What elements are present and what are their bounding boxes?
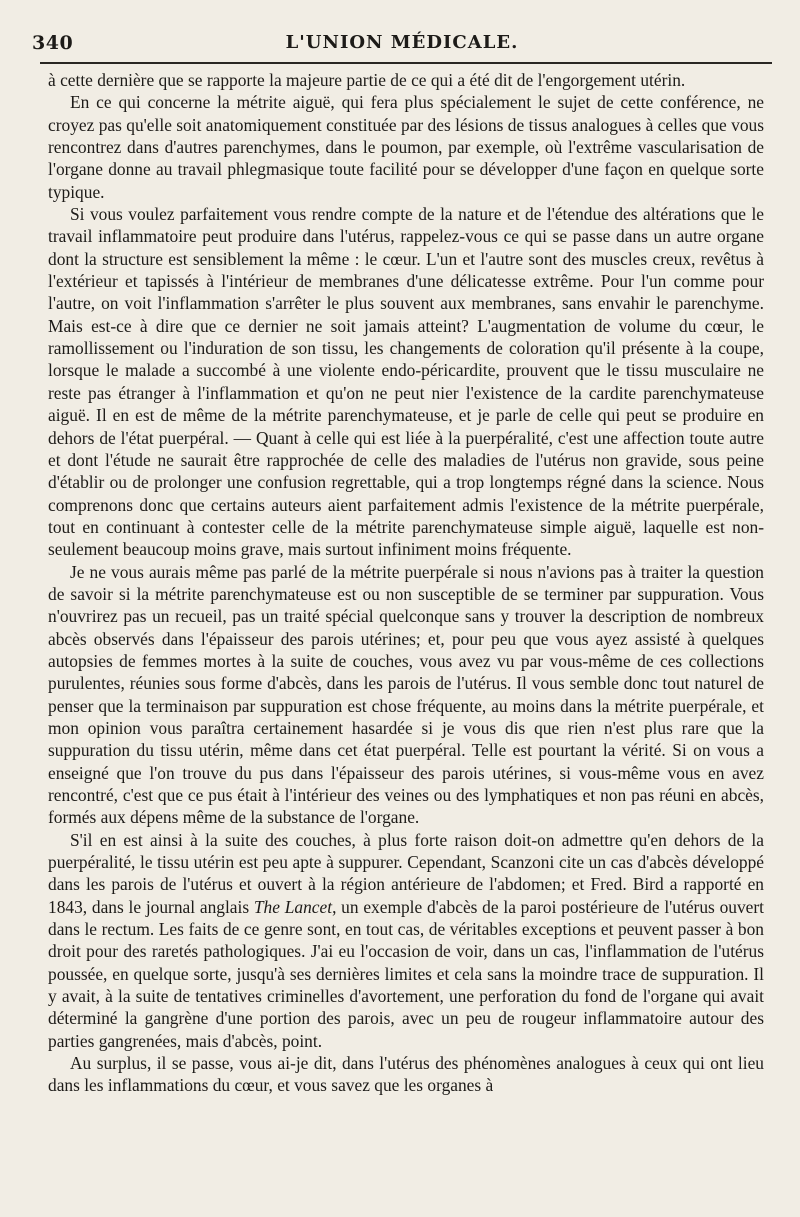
header-rule bbox=[40, 62, 772, 64]
paragraph-text: S'il en est ainsi à la suite des couches, à plus forte raison doit-on admettre qu'en dehors de la puerpéralité, le tissu utérin est peu apte à suppurer. Cependant, Scanzoni cite un cas d'abcès développé dans les parois de l'utérus et ouvert à la région antérieure de l'abdomen; et Fred. Bird a rapporté en 1843, dans le journal anglais bbox=[48, 829, 764, 917]
page-header bbox=[32, 30, 772, 62]
paragraph: Si vous voulez parfaitement vous rendre compte de la nature et de l'étendue des altérations que le travail inflammatoire peut produire dans l'utérus, rappelez-vous ce qui se passe dans un autre organe dont la structure est sensiblement la même : le cœur. L'un et l'autre sont des muscles creux, revêtus à l'extérieur et tapissés à l'intérieur de membranes d'une délicatesse extrême. Pour l'un comme pour l'autre, on voit l'inflammation s'arrêter le plus souvent aux membranes, sans envahir le parenchyme. Mais est-ce à dire que ce dernier ne soit jamais atteint? L'augmentation de volume du cœur, le ramollissement ou l'induration de son tissu, les changements de coloration qu'il présente à la coupe, lorsque le malade a succombé à une violente endo-péricardite, prouvent que le tissu musculaire ne reste pas étranger à l'inflammation et qu'on ne peut nier l'existence de la cardite parenchymateuse aiguë. Il en est de même de la métrite parenchymateuse, et je parle de celle qui peut se produire en dehors de l'état puerpéral. — Quant à celle qui est liée à la puerpéralité, c'est une affection toute autre et dont l'étude ne saurait être rapprochée de celle des maladies de l'utérus non gravide, sous peine d'établir ou de prolonger une confusion regrettable, qui a trop longtemps régné dans la science. Nous comprenons donc que certains auteurs aient parfaitement admis l'existence de la métrite puerpérale, tout en continuant à contester celle de la métrite parenchymateuse simple aiguë, laquelle est non-seulement beaucoup moins grave, mais surtout infiniment moins fréquente. bbox=[48, 204, 764, 560]
paragraph bbox=[48, 829, 764, 1052]
paragraph: En ce qui concerne la métrite aiguë, qui fera plus spécialement le sujet de cette conférence, ne croyez pas qu'elle soit anatomiquement constituée par des lésions de tissus analogues à celles que vous rencontrez dans d'autres parenchymes, dans le poumon, par exemple, où l'extrême vascularisation de l'organe donne au travail phlegmasique toute facilité pour se développer d'une façon en quelque sorte typique. bbox=[48, 92, 764, 202]
paragraph: Au surplus, il se passe, vous ai-je dit, dans l'utérus des phénomènes analogues à ceux qui ont lieu dans les inflammations du cœur, et vous savez que les organes à bbox=[48, 1053, 764, 1096]
paragraph-text: , un exemple d'abcès de la paroi postérieure de l'utérus ouvert dans le rectum. Les faits de ce genre sont, en tout cas, de véritables exceptions et peuvent passer à bon droit pour des raretés pathologiques. J'ai eu l'occasion de voir, dans un cas, l'inflammation de l'utérus poussée, en quelque sorte, jusqu'à ses dernières limites et cela sans la moindre trace de suppuration. Il y avait, à la suite de tentatives criminelles d'avortement, une perforation du fond de l'organe qui avait déterminé la gangrène d'une portion des parois, avec un peu de rougeur inflammatoire autour des parties gangrenées, mais d'abcès, point. bbox=[48, 896, 764, 1051]
running-title: L'UNION MÉDICALE. bbox=[285, 32, 519, 53]
paragraph-continued: à cette dernière que se rapporte la majeure partie de ce qui a été dit de l'engorgement utérin. bbox=[48, 70, 686, 90]
journal-title: The Lancet bbox=[253, 896, 333, 917]
article-body bbox=[48, 69, 764, 1097]
paragraph: Je ne vous aurais même pas parlé de la métrite puerpérale si nous n'avions pas à traiter la question de savoir si la métrite parenchymateuse est ou non susceptible de se terminer par suppuration. Vous n'ouvrirez pas un recueil, pas un traité spécial quelconque sans y trouver la description de nombreux abcès observés dans l'épaisseur des parois utérines; et, pour peu que vous ayez assisté à quelques autopsies de femmes mortes à la suite de couches, vous avez vu par vous-même de ces collections purulentes, réunies sous forme d'abcès, dans les parois de l'utérus. Il vous semble donc tout naturel de penser que la terminaison par suppuration est chose fréquente, au moins dans la métrite puerpérale, et mon opinion vous paraîtra certainement hasardée si je vous dis que rien n'est plus rare que la suppuration du tissu utérin, même dans cet état puerpéral. Telle est pourtant la vérité. Si on vous a enseigné que l'on trouve du pus dans l'épaisseur des parois utérines, si vous-même vous en avez rencontré, c'est que ce pus était à l'intérieur des veines ou des lymphatiques et non pas réuni en abcès, formés aux dépens même de la substance de l'organe. bbox=[48, 561, 764, 828]
page-number: 340 bbox=[32, 32, 74, 54]
